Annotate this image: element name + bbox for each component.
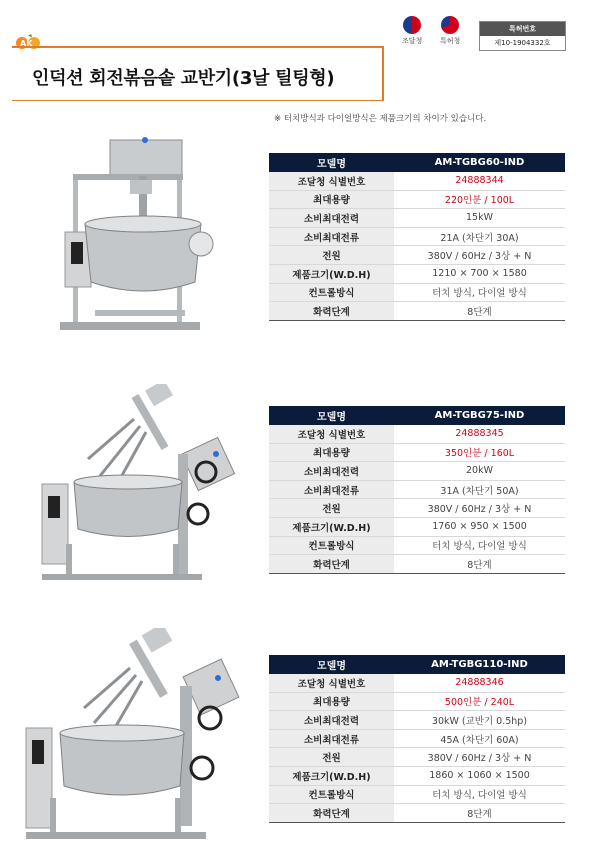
spec-value: 24888346 <box>394 674 565 692</box>
pps-emblem-icon <box>403 16 421 34</box>
spec-row <box>269 517 565 536</box>
spec-row <box>269 172 565 190</box>
spec-header-model: AM-TGBG110-IND <box>394 655 565 674</box>
pps-label: 조달청 <box>402 37 423 45</box>
spec-key: 컨트롤방식 <box>269 785 394 804</box>
spec-row <box>269 246 565 265</box>
svg-text:AK: AK <box>20 39 33 48</box>
spec-value: 380V / 60Hz / 3상 + N <box>394 499 565 518</box>
spec-table-110 <box>269 655 565 823</box>
spec-key: 컨트롤방식 <box>269 536 394 555</box>
spec-key: 최대용량 <box>269 190 394 209</box>
spec-row <box>269 729 565 748</box>
spec-row <box>269 209 565 228</box>
spec-row <box>269 462 565 481</box>
kipo-logo <box>440 16 460 46</box>
spec-row <box>269 443 565 462</box>
spec-row <box>269 674 565 692</box>
spec-value: 1860 × 1060 × 1500 <box>394 766 565 785</box>
spec-value: 24888345 <box>394 425 565 443</box>
spec-row <box>269 227 565 246</box>
spec-row <box>269 425 565 443</box>
spec-key: 화력단계 <box>269 555 394 574</box>
spec-value: 380V / 60Hz / 3상 + N <box>394 246 565 265</box>
machine-image-110 <box>20 628 245 843</box>
spec-row <box>269 748 565 767</box>
spec-key: 컨트롤방식 <box>269 283 394 302</box>
spec-value: 1760 × 950 × 1500 <box>394 517 565 536</box>
patent-number: 제10-1904332호 <box>480 36 565 50</box>
spec-value: 8단계 <box>394 302 565 321</box>
spec-key: 소비최대전류 <box>269 729 394 748</box>
spec-row <box>269 766 565 785</box>
spec-header-row <box>269 655 565 674</box>
spec-value: 220인분 / 100L <box>394 190 565 209</box>
spec-key: 제품크기(W.D.H) <box>269 517 394 536</box>
spec-value: 45A (차단기 60A) <box>394 729 565 748</box>
spec-value: 터치 방식, 다이얼 방식 <box>394 283 565 302</box>
spec-value: 350인분 / 160L <box>394 443 565 462</box>
spec-row <box>269 711 565 730</box>
spec-row <box>269 283 565 302</box>
spec-key: 화력단계 <box>269 302 394 321</box>
spec-key: 화력단계 <box>269 804 394 823</box>
patent-label: 특허번호 <box>480 22 565 36</box>
spec-value: 1210 × 700 × 1580 <box>394 264 565 283</box>
spec-key: 소비최대전류 <box>269 480 394 499</box>
spec-key: 소비최대전력 <box>269 209 394 228</box>
spec-key: 전원 <box>269 499 394 518</box>
pps-logo <box>402 16 422 46</box>
spec-header-row <box>269 153 565 172</box>
spec-key: 전원 <box>269 748 394 767</box>
spec-row <box>269 692 565 711</box>
spec-value: 21A (차단기 30A) <box>394 227 565 246</box>
spec-key: 제품크기(W.D.H) <box>269 264 394 283</box>
spec-row <box>269 264 565 283</box>
spec-key: 전원 <box>269 246 394 265</box>
page-title: 인덕션 회전볶음솥 교반기(3날 틸팅형) <box>32 68 335 89</box>
spec-header-model: AM-TGBG75-IND <box>394 406 565 425</box>
patent-box <box>479 21 566 51</box>
spec-value: 500인분 / 240L <box>394 692 565 711</box>
spec-key: 소비최대전력 <box>269 462 394 481</box>
spec-header-row <box>269 406 565 425</box>
spec-value: 8단계 <box>394 555 565 574</box>
spec-table-60 <box>269 153 565 321</box>
machine-image-60 <box>55 132 230 342</box>
spec-row <box>269 190 565 209</box>
spec-key: 최대용량 <box>269 692 394 711</box>
spec-row <box>269 536 565 555</box>
spec-key: 소비최대전류 <box>269 227 394 246</box>
spec-row <box>269 555 565 574</box>
spec-table-75 <box>269 406 565 574</box>
machine-image-75 <box>38 384 253 584</box>
spec-value: 8단계 <box>394 804 565 823</box>
spec-value: 24888344 <box>394 172 565 190</box>
spec-key: 조달청 식별번호 <box>269 425 394 443</box>
spec-key: 소비최대전력 <box>269 711 394 730</box>
spec-row <box>269 804 565 823</box>
spec-header-key: 모델명 <box>269 655 394 674</box>
spec-key: 조달청 식별번호 <box>269 674 394 692</box>
kipo-label: 특허청 <box>440 37 461 45</box>
spec-row <box>269 785 565 804</box>
kipo-emblem-icon <box>441 16 459 34</box>
spec-key: 조달청 식별번호 <box>269 172 394 190</box>
spec-value: 15kW <box>394 209 565 228</box>
spec-value: 터치 방식, 다이얼 방식 <box>394 536 565 555</box>
spec-value: 터치 방식, 다이얼 방식 <box>394 785 565 804</box>
spec-value: 31A (차단기 50A) <box>394 480 565 499</box>
spec-key: 최대용량 <box>269 443 394 462</box>
spec-value: 380V / 60Hz / 3상 + N <box>394 748 565 767</box>
spec-key: 제품크기(W.D.H) <box>269 766 394 785</box>
size-note: ※ 터치방식과 다이얼방식은 제품크기의 차이가 있습니다. <box>274 114 487 124</box>
spec-header-key: 모델명 <box>269 153 394 172</box>
spec-row <box>269 499 565 518</box>
spec-row <box>269 302 565 321</box>
spec-header-key: 모델명 <box>269 406 394 425</box>
spec-header-model: AM-TGBG60-IND <box>394 153 565 172</box>
spec-row <box>269 480 565 499</box>
spec-value: 20kW <box>394 462 565 481</box>
spec-value: 30kW (교반기 0.5hp) <box>394 711 565 730</box>
